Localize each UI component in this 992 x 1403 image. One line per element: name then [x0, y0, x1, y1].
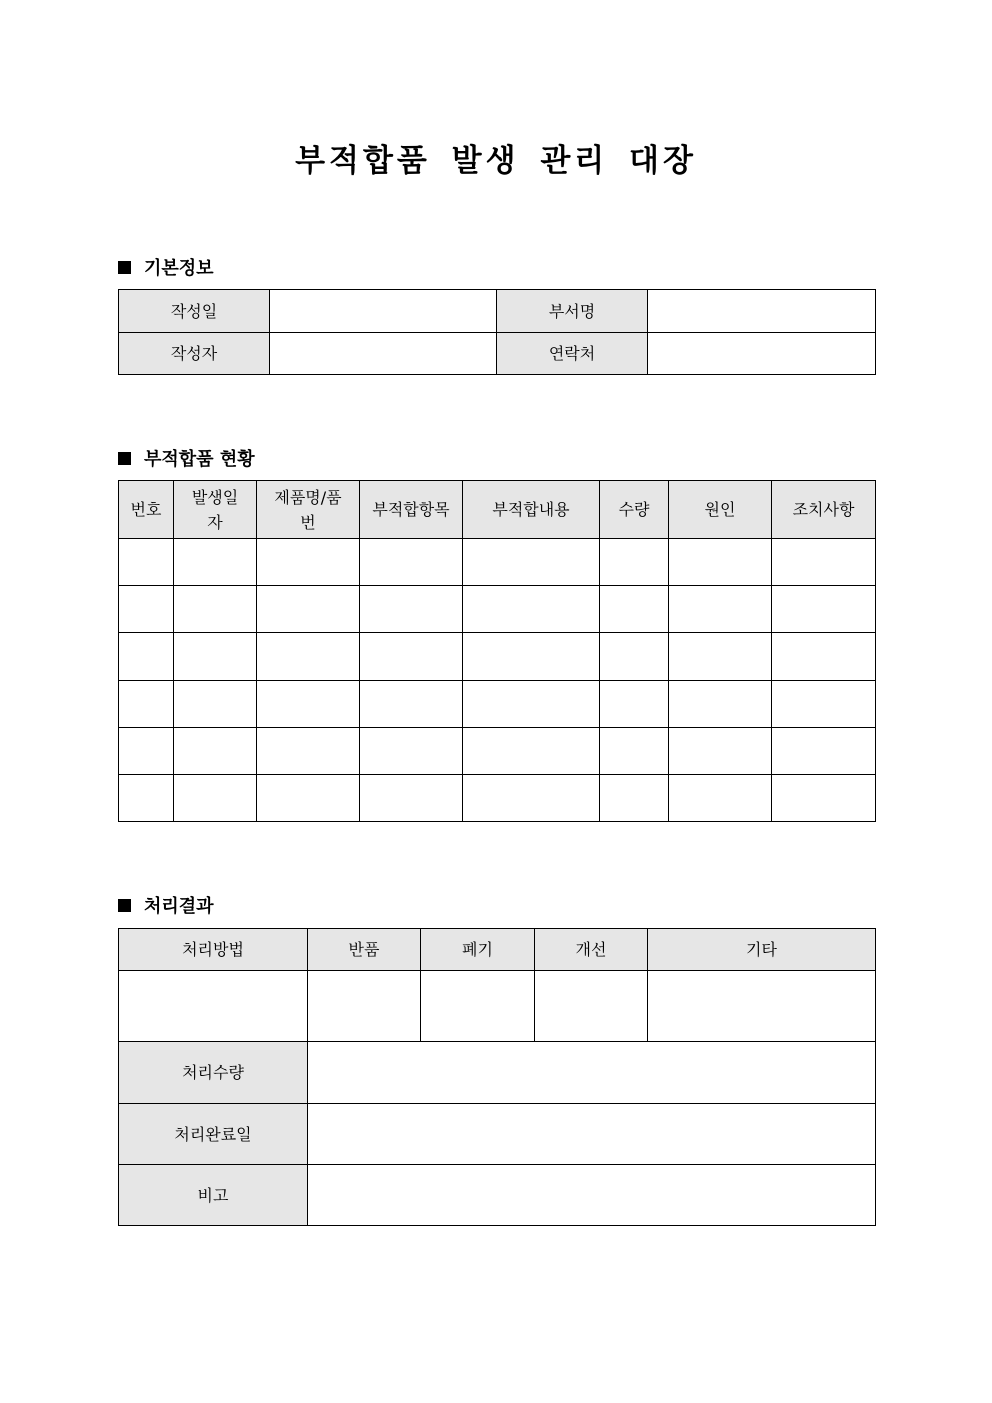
- table-cell[interactable]: [772, 775, 876, 822]
- table-cell[interactable]: [600, 775, 669, 822]
- table-cell[interactable]: [600, 633, 669, 681]
- col-header-product: 제품명/품번: [257, 481, 360, 539]
- table-cell[interactable]: [600, 586, 669, 633]
- table-cell[interactable]: [463, 681, 600, 728]
- table-cell[interactable]: [257, 681, 360, 728]
- table-cell[interactable]: [174, 728, 257, 775]
- status-table: [118, 480, 876, 822]
- table-cell[interactable]: [119, 681, 174, 728]
- table-cell[interactable]: [463, 728, 600, 775]
- discard-field[interactable]: [421, 971, 535, 1042]
- remarks-field[interactable]: [308, 1165, 876, 1226]
- table-cell[interactable]: [463, 586, 600, 633]
- table-cell[interactable]: [772, 586, 876, 633]
- table-cell[interactable]: [772, 633, 876, 681]
- option-discard-label: 폐기: [421, 929, 535, 971]
- completion-date-field[interactable]: [308, 1104, 876, 1165]
- table-row: [119, 728, 876, 775]
- table-cell[interactable]: [119, 633, 174, 681]
- square-bullet-icon: [118, 452, 131, 465]
- completion-date-label: 처리완료일: [119, 1104, 308, 1165]
- table-cell[interactable]: [257, 539, 360, 586]
- document-title: 부적합품 발생 관리 대장: [295, 143, 697, 179]
- table-cell[interactable]: [174, 681, 257, 728]
- col-header-number: 번호: [119, 481, 174, 539]
- square-bullet-icon: [118, 899, 131, 912]
- col-header-action: 조치사항: [772, 481, 876, 539]
- date-label: 작성일: [119, 290, 270, 333]
- table-cell[interactable]: [600, 539, 669, 586]
- table-row: [119, 539, 876, 586]
- table-cell[interactable]: [257, 586, 360, 633]
- table-cell[interactable]: [772, 728, 876, 775]
- department-label: 부서명: [497, 290, 648, 333]
- table-cell[interactable]: [174, 539, 257, 586]
- table-cell[interactable]: [257, 633, 360, 681]
- contact-label: 연락처: [497, 333, 648, 375]
- table-cell[interactable]: [600, 728, 669, 775]
- table-row: [119, 586, 876, 633]
- method-label: 처리방법: [119, 929, 308, 971]
- table-cell[interactable]: [772, 681, 876, 728]
- writer-label: 작성자: [119, 333, 270, 375]
- table-cell[interactable]: [669, 633, 772, 681]
- table-cell[interactable]: [360, 586, 463, 633]
- contact-field[interactable]: [648, 333, 876, 375]
- table-cell[interactable]: [463, 633, 600, 681]
- table-cell[interactable]: [360, 775, 463, 822]
- remarks-label: 비고: [119, 1165, 308, 1226]
- table-cell[interactable]: [463, 775, 600, 822]
- table-cell[interactable]: [772, 539, 876, 586]
- table-row: [119, 633, 876, 681]
- basic-info-table: [118, 289, 876, 375]
- square-bullet-icon: [118, 261, 131, 274]
- processed-quantity-field[interactable]: [308, 1042, 876, 1104]
- col-header-date: 발생일자: [174, 481, 257, 539]
- table-cell[interactable]: [360, 681, 463, 728]
- result-table: [118, 928, 876, 1226]
- table-cell[interactable]: [669, 539, 772, 586]
- processed-quantity-label: 처리수량: [119, 1042, 308, 1104]
- table-cell[interactable]: [360, 539, 463, 586]
- section-heading-label: 부적합품 현황: [144, 449, 255, 470]
- table-cell[interactable]: [174, 586, 257, 633]
- improve-field[interactable]: [535, 971, 648, 1042]
- section-heading-result: [118, 892, 214, 918]
- table-row: [119, 681, 876, 728]
- col-header-cause: 원인: [669, 481, 772, 539]
- table-cell[interactable]: [669, 728, 772, 775]
- table-cell[interactable]: [119, 728, 174, 775]
- table-cell[interactable]: [119, 539, 174, 586]
- option-other-label: 기타: [648, 929, 876, 971]
- col-header-item: 부적합항목: [360, 481, 463, 539]
- section-heading-label: 기본정보: [144, 258, 214, 279]
- status-header-row: [119, 481, 876, 539]
- table-cell[interactable]: [174, 633, 257, 681]
- col-header-quantity: 수량: [600, 481, 669, 539]
- table-cell[interactable]: [669, 775, 772, 822]
- table-cell[interactable]: [119, 775, 174, 822]
- table-cell[interactable]: [360, 633, 463, 681]
- option-return-label: 반품: [308, 929, 421, 971]
- section-heading-label: 처리결과: [144, 896, 214, 917]
- other-field[interactable]: [648, 971, 876, 1042]
- col-header-content: 부적합내용: [463, 481, 600, 539]
- writer-field[interactable]: [270, 333, 497, 375]
- section-heading-basic-info: [118, 254, 214, 280]
- table-cell[interactable]: [669, 586, 772, 633]
- table-cell[interactable]: [257, 728, 360, 775]
- table-row: [119, 775, 876, 822]
- table-cell[interactable]: [119, 586, 174, 633]
- option-improve-label: 개선: [535, 929, 648, 971]
- department-field[interactable]: [648, 290, 876, 333]
- table-cell[interactable]: [600, 681, 669, 728]
- date-field[interactable]: [270, 290, 497, 333]
- table-cell[interactable]: [669, 681, 772, 728]
- table-cell[interactable]: [257, 775, 360, 822]
- table-cell[interactable]: [360, 728, 463, 775]
- table-cell[interactable]: [463, 539, 600, 586]
- table-cell[interactable]: [174, 775, 257, 822]
- method-field[interactable]: [119, 971, 308, 1042]
- return-field[interactable]: [308, 971, 421, 1042]
- section-heading-status: [118, 445, 255, 471]
